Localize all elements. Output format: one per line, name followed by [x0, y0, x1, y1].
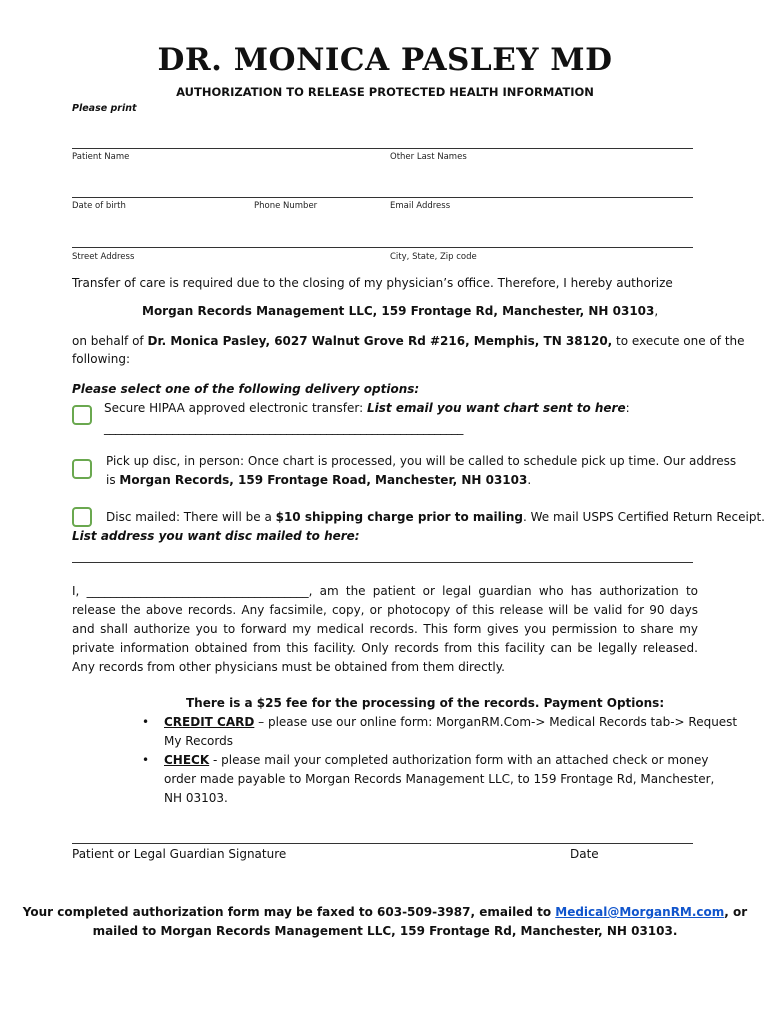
guardian-name-blank[interactable]: _____________________________________	[86, 584, 309, 598]
option-mail-checkbox[interactable]	[72, 507, 92, 527]
dob-phone-email-line[interactable]	[72, 197, 693, 198]
behalf-line-2: following:	[72, 352, 130, 366]
option2-is: is	[106, 473, 120, 487]
signature-label: Patient or Legal Guardian Signature	[72, 847, 287, 861]
option1-colon: :	[625, 401, 630, 415]
company-name: Morgan Records Management LLC, 159 Frontage Rd, Manchester, NH 03103	[142, 304, 655, 318]
patient-name-line[interactable]	[72, 148, 693, 149]
email-address-label: Email Address	[390, 201, 451, 211]
payment-heading: There is a $25 fee for the processing of the records. Payment Options:	[186, 696, 665, 710]
signature-line[interactable]	[72, 843, 693, 844]
form-subtitle: AUTHORIZATION TO RELEASE PROTECTED HEALTH INFORMATION	[176, 85, 594, 99]
please-print-note: Please print	[72, 103, 137, 114]
on-behalf-line	[72, 334, 745, 348]
check-label: CHECK	[164, 753, 210, 767]
option3-end: . We mail USPS Certified Return Receipt.	[523, 510, 765, 524]
date-of-birth-label: Date of birth	[72, 201, 126, 211]
footer-prefix: Your completed authorization form may be faxed to 603-509-3987, emailed to	[22, 905, 556, 919]
mail-address-label: List address you want disc mailed to here:	[72, 529, 360, 543]
doctor-title: DR. MONICA PASLEY MD	[157, 42, 613, 78]
footer-line1	[0, 905, 770, 919]
patient-name-label: Patient Name	[72, 152, 130, 162]
auth-prefix: I,	[72, 584, 87, 598]
option-electronic-checkbox[interactable]	[72, 405, 92, 425]
address-line[interactable]	[72, 247, 693, 248]
bullet-icon: •	[142, 715, 150, 729]
check-line1	[164, 753, 709, 767]
option2-end: .	[527, 473, 532, 487]
check-line2: order made payable to Morgan Records Management LLC, to 159 Frontage Rd, Manchester,	[164, 772, 715, 786]
check-line3: NH 03103.	[164, 791, 228, 805]
credit-card-line1	[164, 715, 737, 729]
option-electronic-email-blank[interactable]: _______________________________________________________________	[104, 421, 464, 435]
credit-card-text: – please use our online form: MorganRM.Com-> Medical Records tab-> Request	[254, 715, 738, 729]
option3-fee: $10 shipping charge prior to mailing	[275, 510, 524, 524]
behalf-suffix: to execute one of the	[612, 334, 745, 348]
bullet-icon: •	[142, 753, 150, 767]
credit-card-line2: My Records	[164, 734, 233, 748]
city-state-zip-label: City, State, Zip code	[390, 252, 477, 262]
delivery-heading: Please select one of the following delivery options:	[72, 382, 420, 396]
company-suffix: ,	[654, 304, 659, 318]
behalf-doctor: Dr. Monica Pasley, 6027 Walnut Grove Rd #216, Memphis, TN 38120,	[147, 334, 613, 348]
phone-number-label: Phone Number	[254, 201, 318, 211]
check-text: - please mail your completed authorization form with an attached check or money	[209, 753, 709, 767]
behalf-prefix: on behalf of	[72, 334, 148, 348]
authorization-paragraph	[72, 582, 698, 677]
footer-line2: mailed to Morgan Records Management LLC, 159 Frontage Rd, Manchester, NH 03103.	[92, 924, 678, 938]
option2-address: Morgan Records, 159 Frontage Road, Manchester, NH 03103	[119, 473, 528, 487]
option-pickup-line1: Pick up disc, in person: Once chart is processed, you will be called to schedule pick up time. Our address	[106, 454, 737, 468]
footer-suffix: , or	[724, 905, 748, 919]
transfer-statement: Transfer of care is required due to the closing of my physician’s office. Therefore, I hereby authorize	[72, 276, 673, 290]
authorized-company	[142, 304, 658, 318]
option-electronic-text	[104, 401, 630, 415]
option-pickup-checkbox[interactable]	[72, 459, 92, 479]
option-pickup-line2	[106, 473, 531, 487]
option-mail-text	[106, 510, 765, 524]
credit-card-label: CREDIT CARD	[164, 715, 255, 729]
option1-bold: List email you want chart sent to here	[367, 401, 626, 415]
mail-address-line[interactable]	[72, 562, 693, 563]
auth-text: , am the patient or legal guardian who has authorization to release the above records. Any facsimile, copy, or photocopy of this release will be valid for 90 days and shall authorize you to forward my medical records. This form gives you permission to share my private information obtained from this facility. Only records from this facility can be legally released. Any records from other physicians must be obtained from them directly.	[72, 584, 698, 674]
date-label: Date	[570, 847, 599, 861]
other-last-names-label: Other Last Names	[390, 152, 467, 162]
footer-email-link[interactable]: Medical@MorganRM.com	[555, 905, 725, 919]
option3-text: Disc mailed: There will be a	[106, 510, 276, 524]
option1-text: Secure HIPAA approved electronic transfer:	[104, 401, 367, 415]
street-address-label: Street Address	[72, 252, 135, 262]
